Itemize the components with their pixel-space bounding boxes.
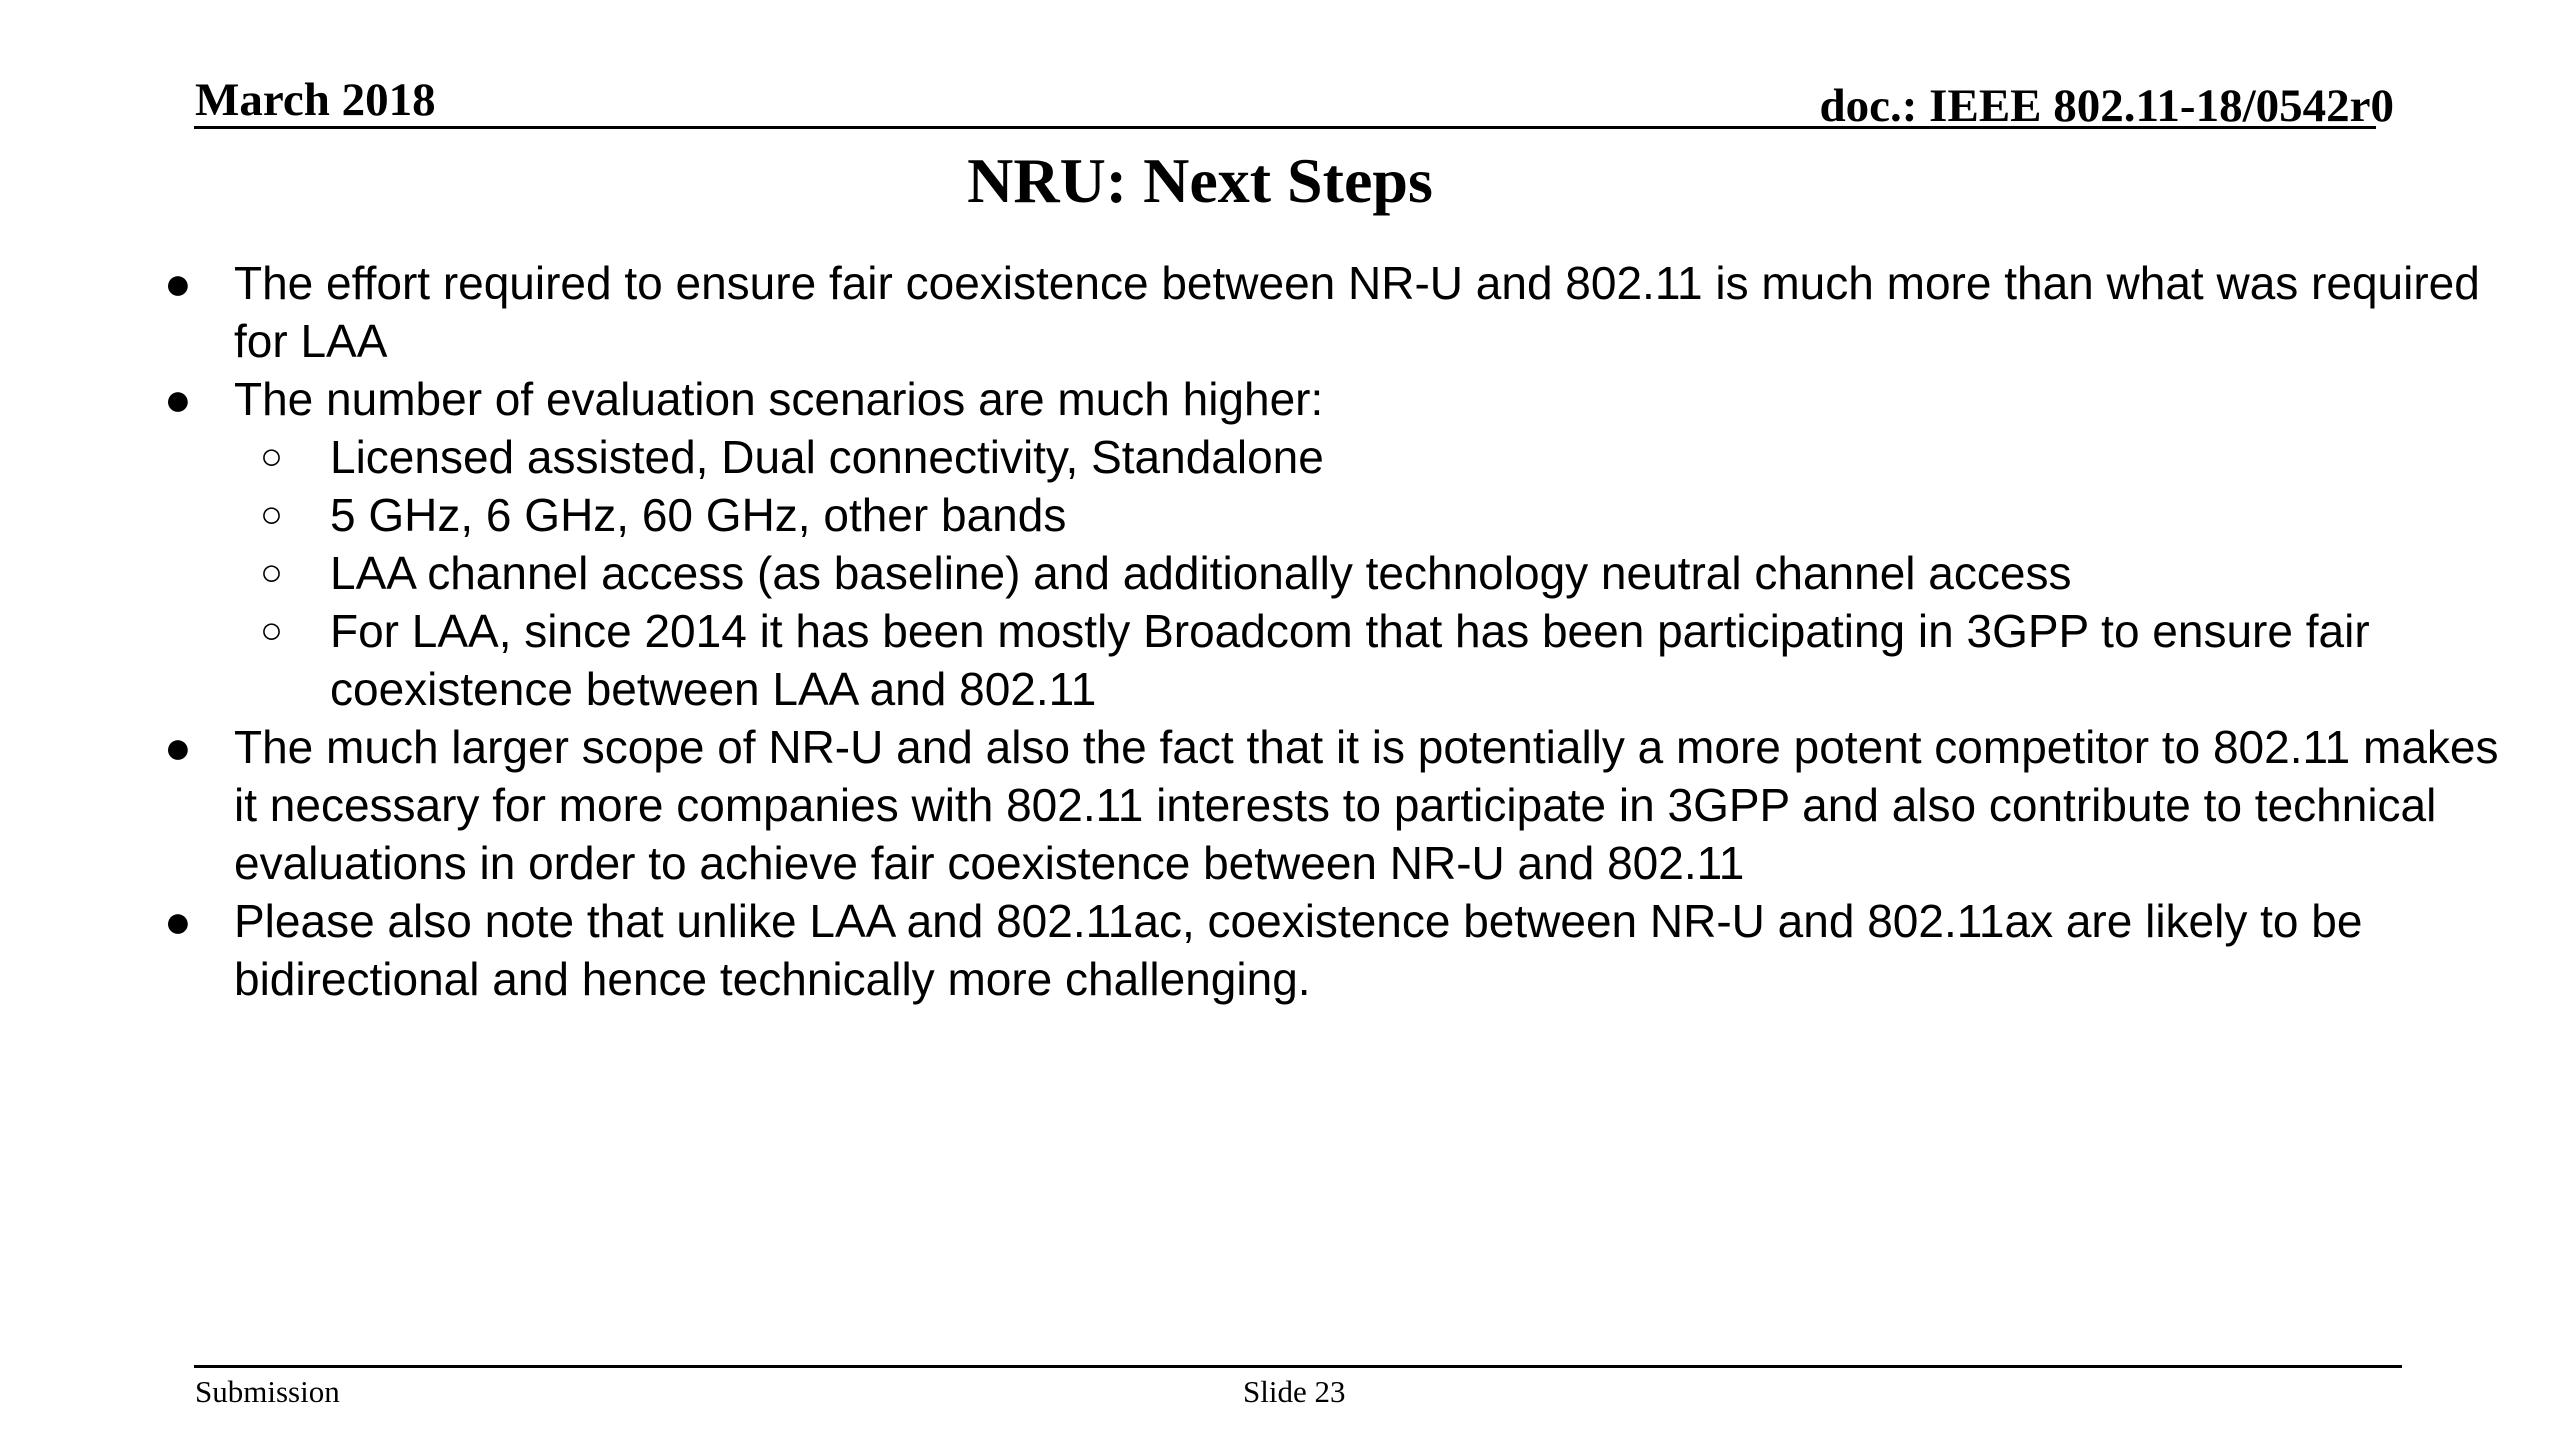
bullet-dot-icon: ●	[164, 721, 192, 773]
sub-bullet-item	[0, 428, 2510, 486]
slide-title: NRU: Next Steps	[967, 145, 1433, 216]
bullet-item	[0, 370, 2514, 428]
sub-bullet-item	[0, 602, 2510, 718]
bullet-text: Please also note that unlike LAA and 802.11ac, coexistence between NR-U and 802.11ax are likely to be bidirectional and hence technically more challenging.	[234, 895, 2363, 1005]
sub-bullet-item	[0, 544, 2510, 602]
bullet-item	[0, 254, 2514, 370]
sub-bullet-text: Licensed assisted, Dual connectivity, Standalone	[330, 431, 1324, 483]
header-doc-id: doc.: IEEE 802.11-18/0542r0	[1819, 80, 2394, 132]
bullet-circle-icon: ○	[260, 436, 283, 478]
sub-bullet-item	[0, 486, 2510, 544]
slide-body	[0, 254, 2540, 1008]
bullet-item	[0, 718, 2514, 892]
bullet-text: The much larger scope of NR-U and also the fact that it is potentially a more potent competitor to 802.11 makes it necessary for more companies with 802.11 interests to participate in 3GPP and also contribute to technical evaluations in order to achieve fair coexistence between NR-U and 802.11	[234, 721, 2499, 889]
footer-divider	[194, 1365, 2402, 1368]
footer-submission: Submission	[195, 1374, 340, 1409]
bullet-circle-icon: ○	[260, 494, 283, 536]
header-divider	[194, 126, 2376, 129]
footer-slide-number: Slide 23	[1243, 1374, 1346, 1409]
sub-bullet-text: LAA channel access (as baseline) and additionally technology neutral channel access	[330, 547, 2072, 599]
header-date: March 2018	[195, 74, 436, 126]
bullet-text: The effort required to ensure fair coexistence between NR-U and 802.11 is much more than what was required for LAA	[234, 257, 2480, 367]
bullet-item	[0, 892, 2514, 1008]
bullet-circle-icon: ○	[260, 610, 283, 652]
bullet-dot-icon: ●	[164, 895, 192, 947]
bullet-text: The number of evaluation scenarios are much higher:	[234, 373, 1324, 425]
sub-bullet-text: For LAA, since 2014 it has been mostly Broadcom that has been participating in 3GPP to ensure fair coexistence between LAA and 802.11	[330, 605, 2370, 715]
bullet-dot-icon: ●	[164, 257, 192, 309]
bullet-dot-icon: ●	[164, 373, 192, 425]
bullet-circle-icon: ○	[260, 552, 283, 594]
sub-bullet-text: 5 GHz, 6 GHz, 60 GHz, other bands	[330, 489, 1067, 541]
